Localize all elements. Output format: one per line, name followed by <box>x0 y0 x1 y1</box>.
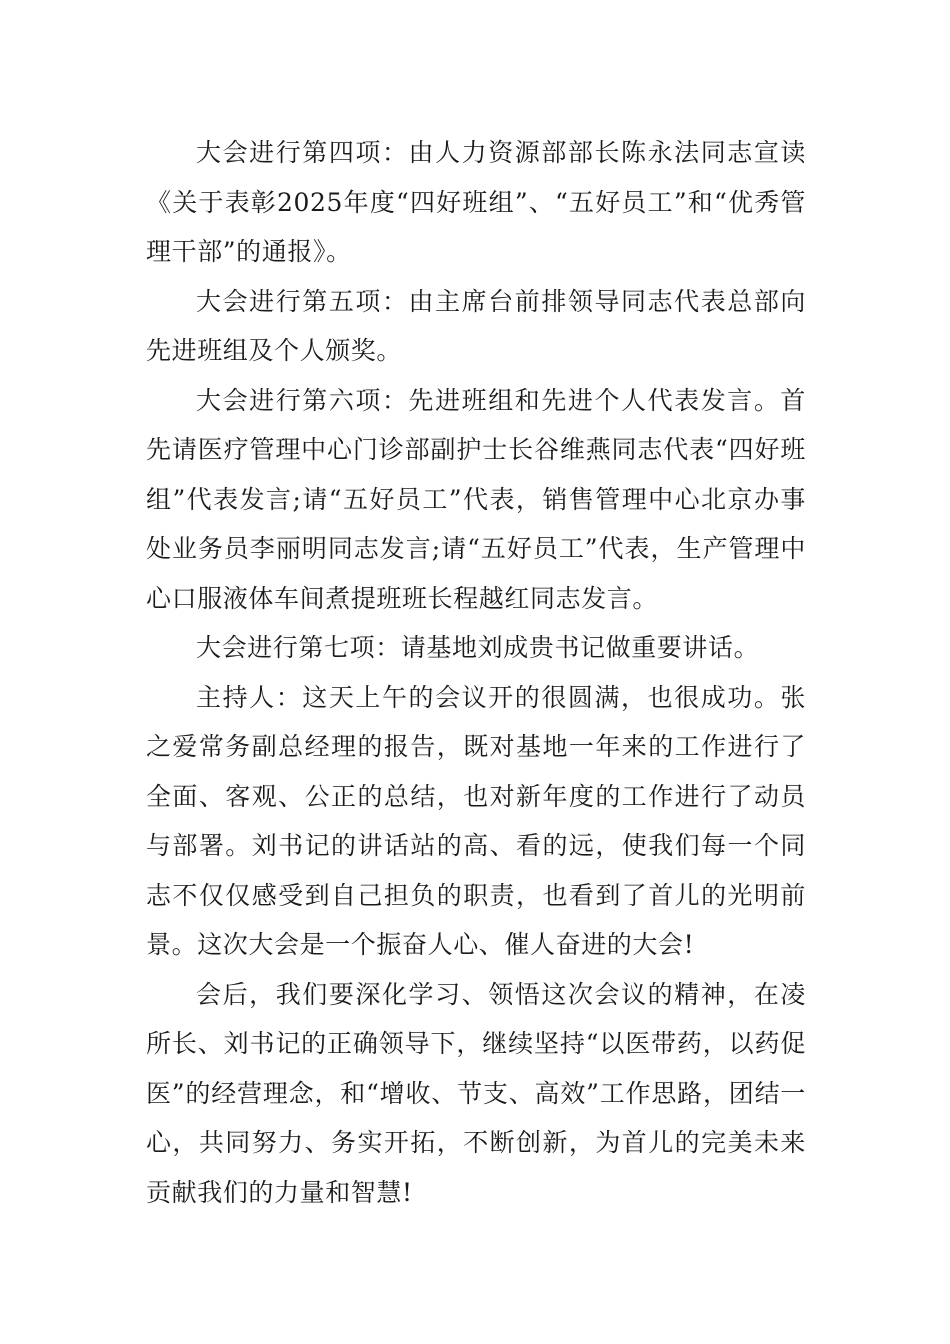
paragraph-item-5: 大会进行第五项：由主席台前排领导同志代表总部向先进班组及个人颁奖。 <box>146 286 806 365</box>
paragraph-closing: 会后，我们要深化学习、领悟这次会议的精神，在凌所长、刘书记的正确领导下，继续坚持“以医带药，以药促医”的经营理念，和“增收、节支、高效”工作思路，团结一心，共同努力、务实开拓，不断创新，为首儿的完美未来贡献我们的力量和智慧! <box>146 979 806 1207</box>
paragraph-item-4: 大会进行第四项：由人力资源部部长陈永法同志宣读《关于表彰2025年度“四好班组”、“五好员工”和“优秀管理干部”的通报》。 <box>146 138 806 266</box>
paragraph-item-6: 大会进行第六项：先进班组和先进个人代表发言。首先请医疗管理中心门诊部副护士长谷维燕同志代表“四好班组”代表发言;请“五好员工”代表，销售管理中心北京办事处业务员李丽明同志发言;请“五好员工”代表，生产管理中心口服液体车间煮提班班长程越红同志发言。 <box>146 385 806 613</box>
paragraph-host-remarks: 主持人：这天上午的会议开的很圆满，也很成功。张之爱常务副总经理的报告，既对基地一年来的工作进行了全面、客观、公正的总结，也对新年度的工作进行了动员与部署。刘书记的讲话站的高、看的远，使我们每一个同志不仅仅感受到自己担负的职责，也看到了首儿的光明前景。这次大会是一个振奋人心、催人奋进的大会! <box>146 682 806 959</box>
paragraph-item-7: 大会进行第七项：请基地刘成贵书记做重要讲话。 <box>196 633 760 662</box>
document-body <box>146 128 806 1217</box>
